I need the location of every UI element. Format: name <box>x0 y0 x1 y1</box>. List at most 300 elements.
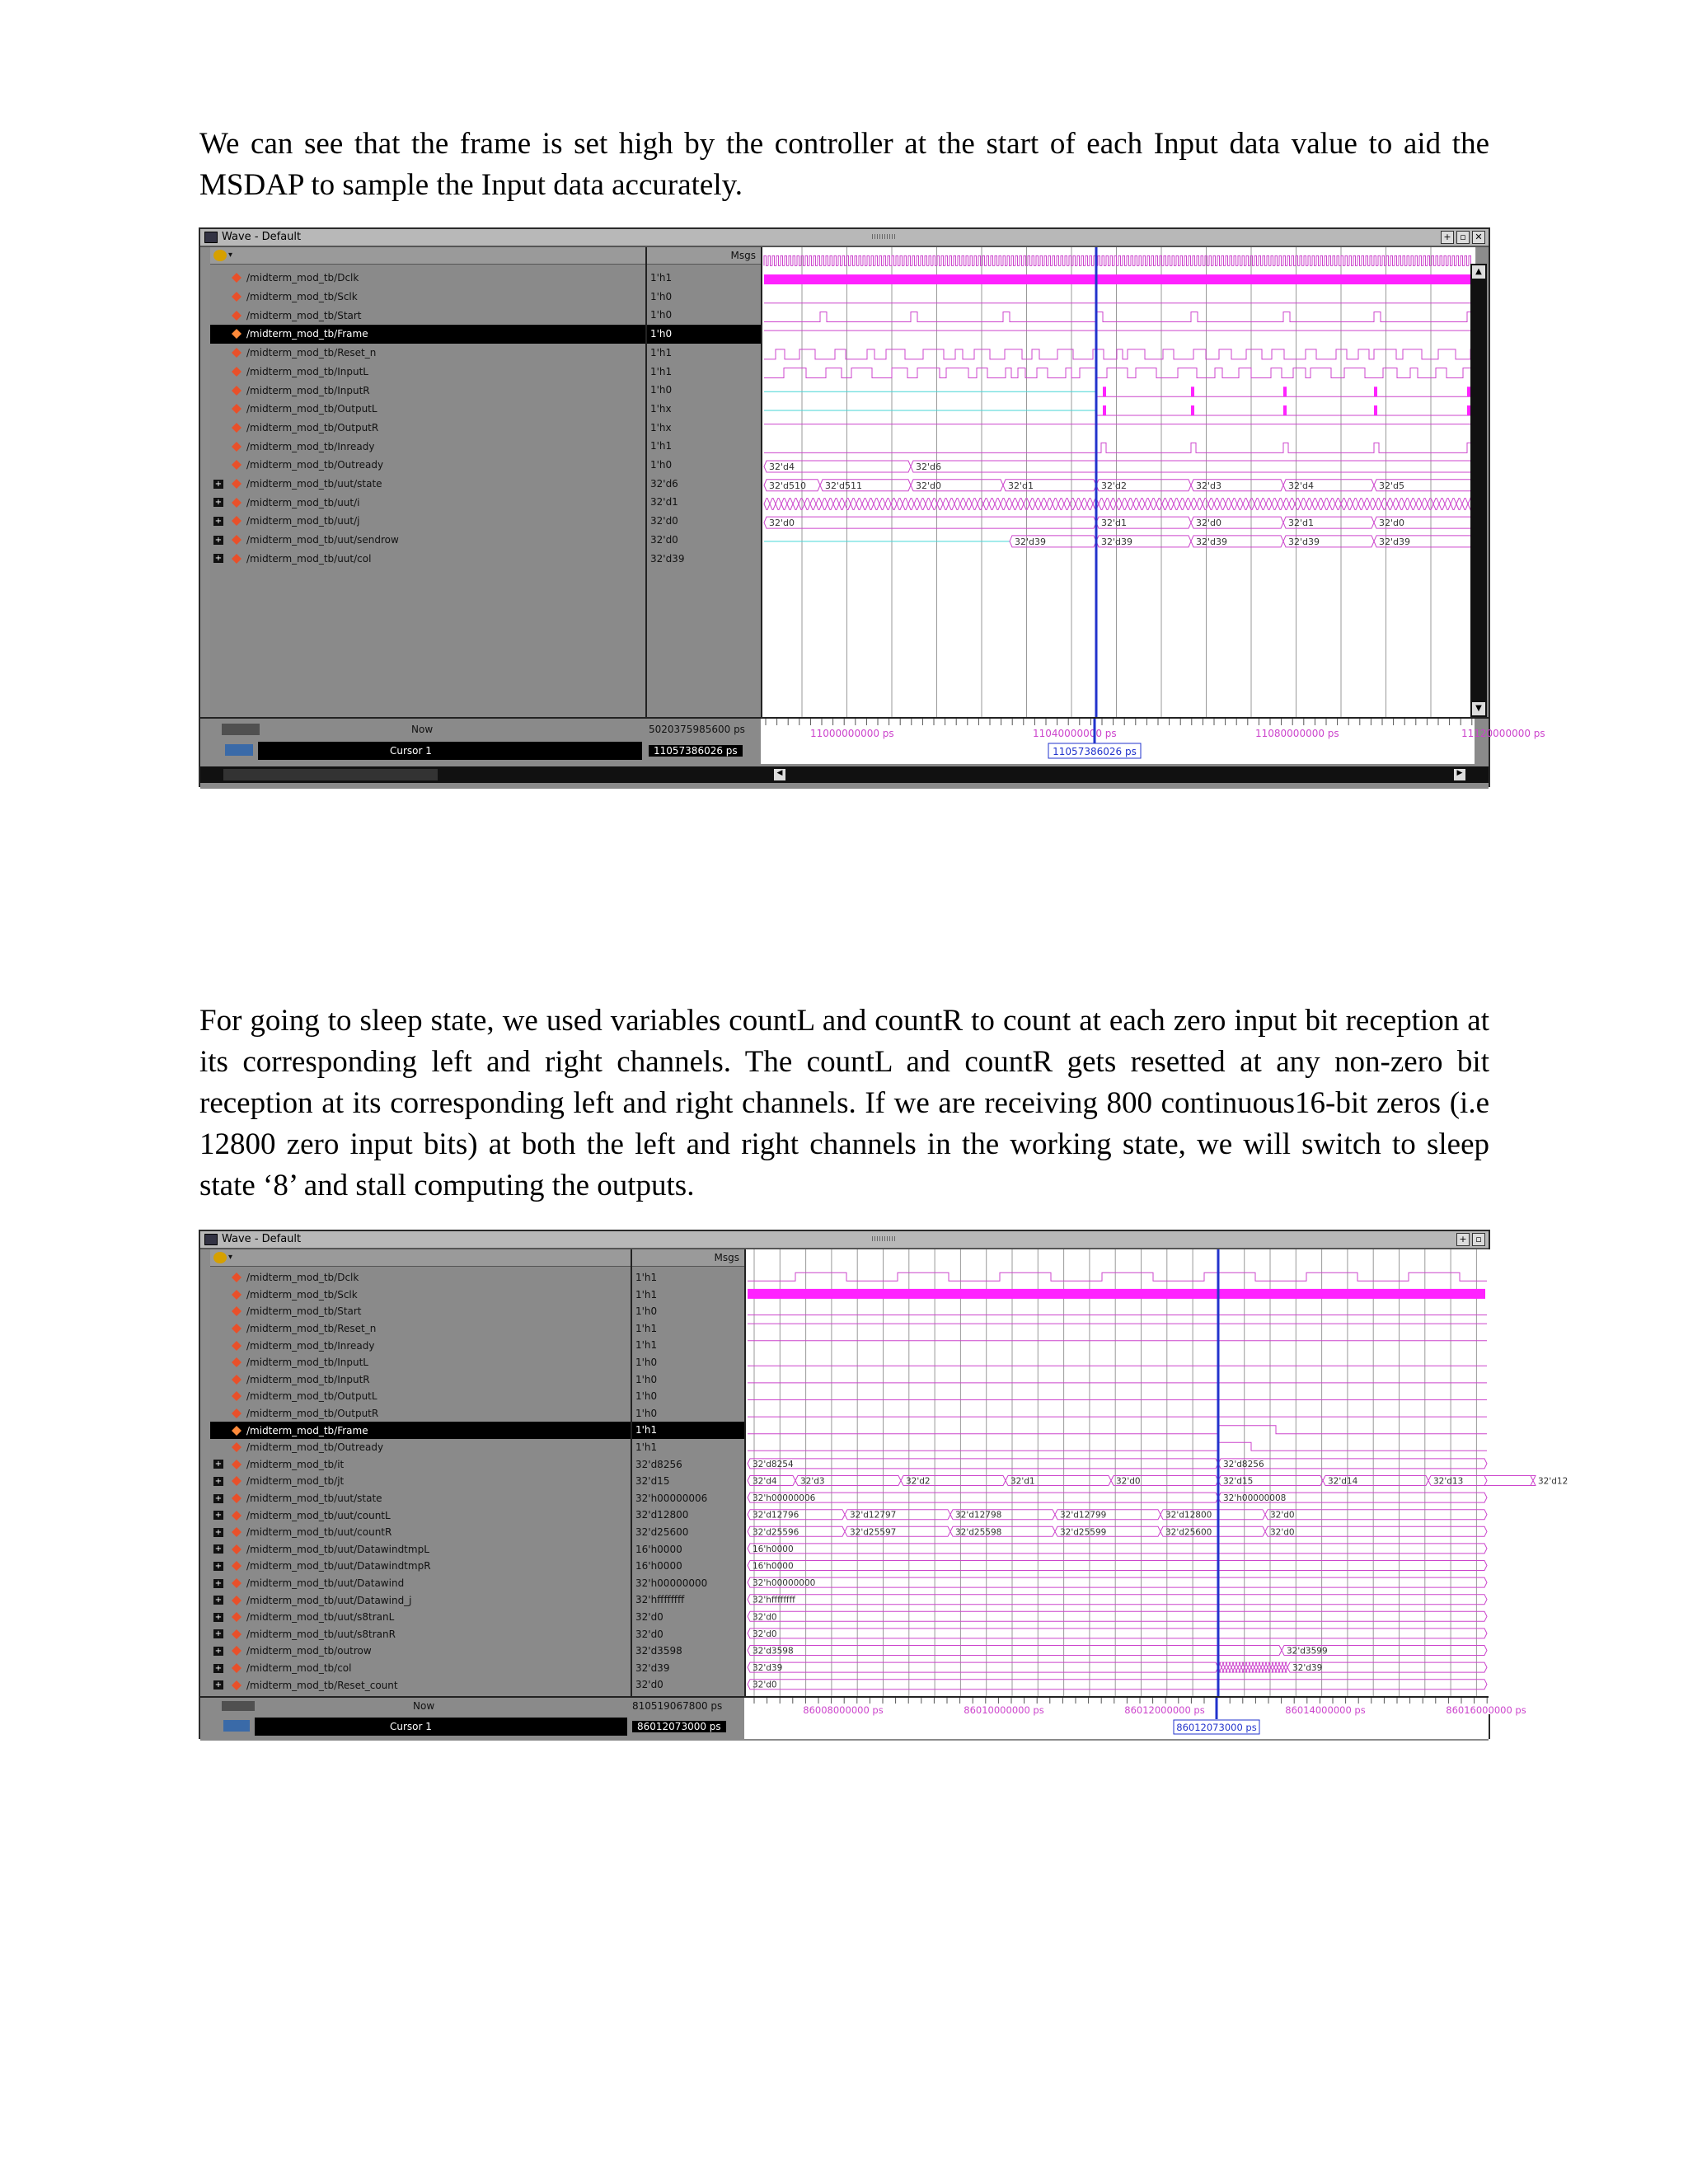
s8tranr-bus-segment <box>748 1629 1487 1638</box>
waveform-plot[interactable] <box>761 247 1476 717</box>
col-bus-segment <box>1254 1662 1258 1672</box>
state-bus-label: 32'h00000008 <box>1223 1493 1287 1504</box>
expand-icon[interactable]: + <box>214 1629 223 1639</box>
j-bus-segment <box>1347 498 1353 509</box>
j-bus-segment <box>1254 498 1260 509</box>
expand-icon[interactable]: + <box>214 1680 223 1690</box>
j-bus-segment <box>1203 498 1208 509</box>
dclk-wave <box>748 1272 1487 1281</box>
signal-name: /midterm_mod_tb/uut/countL <box>246 1509 391 1521</box>
j-bus-segment <box>1168 498 1174 509</box>
cursor-label: Cursor 1 <box>390 745 432 757</box>
values-header <box>632 1249 744 1267</box>
signal-names-pane <box>210 247 645 735</box>
msgs-label: Msgs <box>730 250 756 261</box>
now-label: Now <box>413 1700 435 1712</box>
signal-icon <box>232 1391 241 1401</box>
col-bus-segment <box>1274 1662 1278 1672</box>
scroll-left-icon[interactable]: ◀ <box>774 769 785 780</box>
dock-icon[interactable]: + <box>1456 1233 1470 1246</box>
chevron-down-icon[interactable]: ▾ <box>228 251 233 260</box>
signal-row[interactable] <box>210 419 645 438</box>
scroll-up-icon[interactable]: ▲ <box>1472 265 1485 279</box>
signal-value: 1'h0 <box>650 309 673 321</box>
signal-value: 1'h0 <box>650 384 673 396</box>
waveform-svg[interactable] <box>762 247 1476 717</box>
signal-name: /midterm_mod_tb/uut/Datawind <box>246 1577 405 1590</box>
output-pulse <box>1103 387 1106 396</box>
signal-row[interactable] <box>210 1473 631 1490</box>
time-ruler-svg <box>761 719 1545 764</box>
j-bus-segment <box>989 498 995 509</box>
j-bus-segment <box>1243 498 1249 509</box>
signal-name: /midterm_mod_tb/uut/s8tranL <box>246 1611 395 1624</box>
cursor-icons[interactable] <box>225 744 253 756</box>
expand-icon[interactable]: + <box>214 1527 223 1537</box>
signal-row[interactable] <box>210 1541 631 1558</box>
it-bus-segment <box>748 1459 1218 1469</box>
signal-name: /midterm_mod_tb/Dclk <box>246 1272 359 1284</box>
j-bus-segment <box>1018 498 1024 509</box>
signal-icon <box>232 1272 241 1282</box>
j-bus-segment <box>1145 498 1151 509</box>
datawindtmpl-bus-segment <box>748 1544 1487 1554</box>
j-bus-segment <box>1070 498 1076 509</box>
time-ruler[interactable] <box>744 1698 1526 1739</box>
output-pulse <box>1374 405 1377 415</box>
signal-value: 1'h0 <box>635 1357 658 1368</box>
signal-value: 1'h1 <box>635 1322 658 1334</box>
signal-icon <box>232 535 241 545</box>
j-bus-segment <box>1029 498 1035 509</box>
output-pulse <box>1283 387 1287 396</box>
restore-icon[interactable]: ▫ <box>1472 1233 1485 1246</box>
wave-footer <box>200 717 1545 789</box>
signal-row[interactable] <box>210 1439 631 1456</box>
j-bus-segment <box>1399 498 1404 509</box>
s8tranr-bus-label: 32'd0 <box>753 1629 777 1639</box>
j-bus-segment <box>1174 498 1179 509</box>
jt-bus-label: 32'd3 <box>800 1476 825 1487</box>
expand-icon[interactable]: + <box>214 498 223 508</box>
j-bus-segment <box>972 498 978 509</box>
signal-row[interactable] <box>210 1507 631 1524</box>
signal-icon <box>232 1646 241 1656</box>
sendrow-bus-label: 32'd1 <box>1101 518 1128 529</box>
signal-row[interactable] <box>210 512 645 531</box>
scroll-down-icon[interactable]: ▼ <box>1472 702 1485 715</box>
signal-value: 1'h1 <box>650 365 673 377</box>
j-bus-segment <box>1370 498 1376 509</box>
signal-icon <box>232 1578 241 1588</box>
jt-bus-label: 32'd15 <box>1223 1476 1254 1487</box>
j-bus-segment <box>1283 498 1289 509</box>
signal-value: 16'h0000 <box>635 1560 682 1572</box>
signal-row[interactable] <box>210 1320 631 1338</box>
expand-icon[interactable]: + <box>214 1493 223 1503</box>
signal-icon <box>232 1460 241 1469</box>
col-bus-label: 32'd39 <box>1292 1663 1323 1674</box>
signal-value: 32'd8256 <box>635 1458 682 1470</box>
palette-icon[interactable] <box>213 250 227 261</box>
j-bus-segment <box>1179 498 1185 509</box>
signal-name: /midterm_mod_tb/InputR <box>246 1373 370 1385</box>
cursor-icons[interactable] <box>223 1720 250 1732</box>
cursor-row[interactable] <box>255 1718 627 1736</box>
signal-value: 32'd0 <box>635 1628 663 1640</box>
signal-row[interactable] <box>210 325 645 344</box>
outrow-bus-label: 32'd3598 <box>753 1646 794 1657</box>
drag-grip[interactable] <box>872 234 897 239</box>
vertical-scrollbar[interactable] <box>1470 264 1487 717</box>
countl-bus-label: 32'd12798 <box>955 1510 1002 1521</box>
j-bus-segment <box>937 498 943 509</box>
dock-icon[interactable]: + <box>1441 231 1454 244</box>
j-bus-segment <box>1312 498 1318 509</box>
j-bus-segment <box>787 498 793 509</box>
signal-value: 32'd3598 <box>635 1645 682 1657</box>
signal-row[interactable] <box>210 288 645 307</box>
j-bus-segment <box>1329 498 1335 509</box>
j-bus-segment <box>949 498 954 509</box>
wave-window-2 <box>199 1230 1568 1739</box>
j-bus-segment <box>1301 498 1306 509</box>
signal-value: 32'hffffffff <box>635 1594 685 1606</box>
sendrow-bus-label: 32'd0 <box>1196 518 1222 529</box>
j-bus-segment <box>1110 498 1116 509</box>
signal-value: 1'h1 <box>635 1441 658 1453</box>
signal-icon <box>232 1476 241 1486</box>
signal-row[interactable] <box>210 344 645 363</box>
signal-row[interactable] <box>210 1388 631 1405</box>
expand-icon[interactable]: + <box>214 1511 223 1521</box>
signal-name: /midterm_mod_tb/Dclk <box>246 272 359 284</box>
signal-value: 1'h1 <box>635 1288 658 1301</box>
cursor-marker: 86012073000 ps <box>1176 1722 1257 1733</box>
it-bus-label: 32'd8254 <box>753 1459 794 1469</box>
col-bus-segment <box>1278 1662 1281 1672</box>
signal-value: 1'h1 <box>650 272 673 284</box>
signal-name: /midterm_mod_tb/uut/col <box>246 552 372 565</box>
signal-name: /midterm_mod_tb/col <box>246 1662 352 1675</box>
j-bus-segment <box>1289 498 1295 509</box>
j-bus-segment <box>920 498 926 509</box>
expand-icon[interactable]: + <box>214 1561 223 1571</box>
j-bus-segment <box>1410 498 1416 509</box>
j-bus-segment <box>810 498 816 509</box>
j-bus-segment <box>960 498 966 509</box>
expand-icon[interactable]: + <box>214 535 223 545</box>
j-bus-segment <box>931 498 937 509</box>
signal-icon <box>232 1426 241 1436</box>
j-bus-segment <box>1393 498 1399 509</box>
signal-row[interactable] <box>210 400 645 419</box>
toolbar-icons[interactable] <box>222 724 260 735</box>
i-bus-label: 32'd510 <box>769 480 806 491</box>
signal-row[interactable] <box>210 1456 631 1474</box>
j-bus-segment <box>1133 498 1139 509</box>
signal-name: /midterm_mod_tb/uut/state <box>246 478 382 490</box>
j-bus-segment <box>1099 498 1104 509</box>
j-bus-segment <box>822 498 828 509</box>
signal-row[interactable] <box>210 531 645 550</box>
j-bus-segment <box>1185 498 1191 509</box>
j-bus-segment <box>1439 498 1445 509</box>
signal-value: 32'd25600 <box>635 1526 689 1538</box>
signal-icon <box>232 1544 241 1554</box>
j-bus-segment <box>897 498 903 509</box>
signal-row[interactable] <box>210 306 645 325</box>
expand-icon[interactable]: + <box>214 1612 223 1622</box>
state-bus-label: 32'h00000006 <box>753 1493 816 1504</box>
signal-row[interactable] <box>210 1286 631 1304</box>
j-bus-segment <box>943 498 949 509</box>
signal-value: 32'd39 <box>635 1661 670 1674</box>
signal-icon <box>232 1324 241 1333</box>
col-bus-segment <box>1264 1662 1268 1672</box>
ruler-tick-label: 11000000000 ps <box>810 728 894 739</box>
j-bus-segment <box>1012 498 1018 509</box>
signal-row[interactable] <box>210 1643 631 1660</box>
signal-row[interactable] <box>210 1609 631 1626</box>
signal-name: /midterm_mod_tb/uut/sendrow <box>246 534 399 546</box>
restore-icon[interactable]: ▫ <box>1456 231 1470 244</box>
signal-name: /midterm_mod_tb/OutputR <box>246 421 379 434</box>
signal-row[interactable] <box>210 1575 631 1592</box>
col-bus-segment <box>1251 1662 1254 1672</box>
signal-value: 1'hx <box>650 421 672 434</box>
signal-row[interactable] <box>210 1371 631 1389</box>
signal-icon <box>232 1306 241 1316</box>
now-label: Now <box>411 724 434 735</box>
signal-row[interactable] <box>210 1354 631 1371</box>
j-bus-segment <box>1047 498 1053 509</box>
j-bus-segment <box>1220 498 1226 509</box>
expand-icon[interactable]: + <box>214 1460 223 1469</box>
j-bus-segment <box>1001 498 1006 509</box>
jt-bus-label: 32'd4 <box>753 1476 777 1487</box>
signal-row[interactable] <box>210 456 645 475</box>
signal-row[interactable] <box>210 550 645 569</box>
i-bus-label: 32'd1 <box>1008 480 1034 491</box>
signal-row[interactable] <box>210 269 645 288</box>
cursor-value: 86012073000 ps <box>632 1721 726 1732</box>
signal-name: /midterm_mod_tb/jt <box>246 1475 345 1488</box>
drag-grip[interactable] <box>872 1236 897 1241</box>
j-bus-segment <box>1087 498 1093 509</box>
signal-row[interactable] <box>210 1490 631 1507</box>
j-bus-segment <box>816 498 822 509</box>
signal-row[interactable] <box>210 1626 631 1643</box>
s8tranl-bus-segment <box>748 1611 1487 1621</box>
j-bus-segment <box>879 498 885 509</box>
j-bus-segment <box>1433 498 1439 509</box>
signal-row[interactable] <box>210 1422 631 1439</box>
outrow-bus-label: 32'd3599 <box>1287 1646 1328 1657</box>
j-bus-segment <box>1462 498 1468 509</box>
toolbar-icons[interactable] <box>222 1701 255 1711</box>
state-bus-segment <box>748 1493 1218 1502</box>
j-bus-segment <box>1324 498 1329 509</box>
signal-icon <box>232 1663 241 1673</box>
cursor-row[interactable] <box>258 742 642 760</box>
expand-icon[interactable]: + <box>214 1476 223 1486</box>
j-bus-segment <box>1272 498 1278 509</box>
signal-row[interactable] <box>210 1558 631 1575</box>
output-pulse <box>1283 405 1287 415</box>
scroll-right-icon[interactable]: ▶ <box>1454 769 1465 780</box>
expand-icon[interactable]: + <box>214 1663 223 1673</box>
signal-icon <box>232 1341 241 1351</box>
col-bus-segment <box>748 1662 1218 1672</box>
col-bus-segment <box>1258 1662 1261 1672</box>
signal-icon <box>232 1561 241 1571</box>
horizontal-scrollbar[interactable] <box>200 766 1489 783</box>
wave-titlebar[interactable] <box>200 229 1489 247</box>
signal-row[interactable] <box>210 363 645 382</box>
j-bus-segment <box>966 498 972 509</box>
signal-name: /midterm_mod_tb/Sclk <box>246 291 358 303</box>
jt-bus-label: 32'd14 <box>1328 1476 1358 1487</box>
col-bus-segment <box>1221 1662 1225 1672</box>
j-bus-segment <box>874 498 879 509</box>
j-bus-segment <box>983 498 989 509</box>
palette-icon[interactable] <box>213 1252 227 1263</box>
signal-icon <box>232 404 241 414</box>
expand-icon[interactable]: + <box>214 1544 223 1554</box>
j-bus-segment <box>1237 498 1243 509</box>
expand-icon[interactable]: + <box>214 554 223 564</box>
signal-row[interactable] <box>210 1303 631 1320</box>
signal-name: /midterm_mod_tb/Frame <box>246 1424 368 1436</box>
col-bus-segment <box>1228 1662 1231 1672</box>
ruler-tick-label: 86008000000 ps <box>803 1704 884 1716</box>
col-bus-label: 32'd39 <box>1288 536 1320 547</box>
datawind-bus-segment <box>748 1577 1487 1587</box>
values-header <box>647 247 761 265</box>
wave-window-1 <box>199 227 1545 787</box>
time-ruler[interactable] <box>761 719 1545 764</box>
ruler-tick-label: 86010000000 ps <box>964 1704 1044 1716</box>
signal-row[interactable] <box>210 1524 631 1541</box>
col-bus-label: 32'd39 <box>1015 536 1047 547</box>
datawindtmpr-bus-segment <box>748 1561 1487 1571</box>
signal-value: 32'd0 <box>635 1679 663 1691</box>
now-value: 810519067800 ps <box>632 1700 723 1712</box>
j-bus-segment <box>845 498 851 509</box>
i-bus-label: 32'd4 <box>1288 480 1315 491</box>
signal-values-pane <box>645 247 761 735</box>
j-bus-segment <box>833 498 839 509</box>
datawind-bus-label: 32'h00000000 <box>753 1578 816 1589</box>
outready-wave <box>748 1442 1487 1451</box>
j-bus-segment <box>1053 498 1058 509</box>
col-bus-label: 32'd39 <box>753 1663 783 1674</box>
signal-row[interactable] <box>210 1660 631 1677</box>
jt-bus-label: 32'd2 <box>906 1476 931 1487</box>
j-bus-segment <box>1306 498 1312 509</box>
signal-name: /midterm_mod_tb/Sclk <box>246 1288 358 1301</box>
j-bus-segment <box>1041 498 1047 509</box>
jt-bus-label: 32'd0 <box>1116 1476 1141 1487</box>
signal-row[interactable] <box>210 1676 631 1694</box>
j-bus-segment <box>1231 498 1237 509</box>
j-bus-segment <box>862 498 868 509</box>
signal-icon <box>232 479 241 489</box>
signal-row[interactable] <box>210 1269 631 1286</box>
signal-row[interactable] <box>210 381 645 400</box>
countr-bus-label: 32'd25596 <box>753 1527 799 1538</box>
expand-icon[interactable]: + <box>214 516 223 526</box>
j-bus-segment <box>851 498 856 509</box>
signal-row[interactable] <box>210 1405 631 1422</box>
signal-name: /midterm_mod_tb/OutputR <box>246 1408 379 1420</box>
wave-titlebar[interactable] <box>200 1231 1489 1249</box>
signal-name: /midterm_mod_tb/uut/state <box>246 1493 382 1505</box>
signal-icon <box>232 1629 241 1639</box>
signal-row[interactable] <box>210 437 645 456</box>
wave-footer <box>200 1696 1526 1741</box>
sendrow-bus-label: 32'd0 <box>1379 518 1405 529</box>
sclk-wave <box>764 274 1471 284</box>
scroll-thumb[interactable] <box>223 769 438 780</box>
s8tranl-bus-label: 32'd0 <box>753 1612 777 1623</box>
signal-row[interactable] <box>210 1591 631 1609</box>
signal-name: /midterm_mod_tb/Reset_n <box>246 347 377 359</box>
signal-value: 1'h0 <box>635 1390 658 1403</box>
countl-bus-segment <box>1265 1510 1487 1520</box>
signal-row[interactable] <box>210 475 645 494</box>
state-bus-label: 32'd6 <box>916 462 942 473</box>
signal-value: 1'hx <box>650 402 672 415</box>
sendrow-bus-label: 32'd0 <box>769 518 795 529</box>
expand-icon[interactable]: + <box>214 1578 223 1588</box>
col-bus-segment <box>1248 1662 1251 1672</box>
countr-bus-label: 32'd25597 <box>850 1527 897 1538</box>
signal-value: 32'd0 <box>650 533 678 546</box>
close-icon[interactable]: ✕ <box>1472 231 1485 244</box>
j-bus-segment <box>793 498 799 509</box>
j-bus-segment <box>1122 498 1128 509</box>
expand-icon[interactable]: + <box>214 1646 223 1656</box>
expand-icon[interactable]: + <box>214 479 223 489</box>
j-bus-segment <box>1278 498 1283 509</box>
i-bus-label: 32'd2 <box>1101 480 1128 491</box>
signal-value: 32'd0 <box>635 1611 663 1623</box>
signal-name: /midterm_mod_tb/InputL <box>246 1357 368 1369</box>
signal-icon <box>232 1527 241 1537</box>
countr-bus-label: 32'd25599 <box>1060 1527 1107 1538</box>
wave-window-icon <box>204 1234 218 1245</box>
signal-icon <box>232 292 241 302</box>
countl-bus-label: 32'd12796 <box>753 1510 799 1521</box>
expand-icon[interactable]: + <box>214 1596 223 1605</box>
countr-bus-label: 32'd25600 <box>1165 1527 1212 1538</box>
ruler-tick-label: 11120000000 ps <box>1461 728 1545 739</box>
signal-name: /midterm_mod_tb/Reset_count <box>246 1679 398 1691</box>
signal-row[interactable] <box>210 493 645 512</box>
col-bus-label: 32'd39 <box>1379 536 1411 547</box>
datawindtmpl-bus-label: 16'h0000 <box>753 1544 794 1554</box>
j-bus-segment <box>1404 498 1410 509</box>
reset-count-bus-label: 32'd0 <box>753 1680 777 1690</box>
j-bus-segment <box>1226 498 1231 509</box>
i-bus-label: 32'd3 <box>1196 480 1222 491</box>
chevron-down-icon[interactable]: ▾ <box>228 1253 233 1262</box>
col-bus-segment <box>1238 1662 1241 1672</box>
signal-row[interactable] <box>210 1337 631 1354</box>
signal-icon <box>232 1408 241 1418</box>
